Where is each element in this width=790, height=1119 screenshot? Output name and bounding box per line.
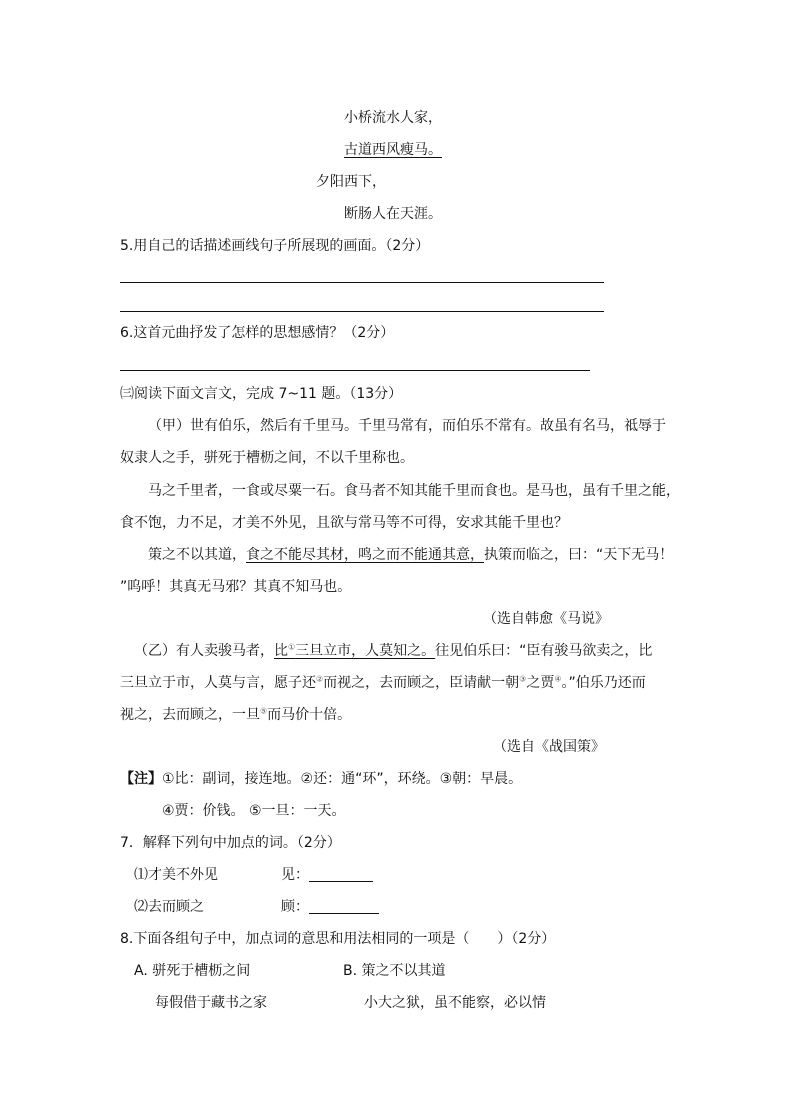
text: 。”伯乐乃还而 bbox=[561, 675, 646, 691]
answer-line[interactable] bbox=[120, 282, 604, 283]
q8-option-b-line-2: 小大之狱，虽不能察，必以情 bbox=[364, 995, 546, 1011]
underlined-sentence bbox=[274, 643, 435, 659]
yi-line-1 bbox=[134, 641, 652, 661]
notes-line-2: ④贾：价钱。 ⑤一旦：一天。 bbox=[162, 803, 346, 819]
notes-label: 【注】 bbox=[120, 771, 162, 787]
q7-item-2: ⑵去而顾之 bbox=[134, 899, 204, 915]
answer-line[interactable] bbox=[120, 370, 590, 371]
underlined-sentence: 食之不能尽其材，鸣之而不能通其意， bbox=[246, 547, 484, 563]
question-7: 7．解释下列句中加点的词。（2分） bbox=[120, 835, 341, 851]
note-marker: ⑤ bbox=[260, 706, 268, 716]
text: ①比：副词，接连地。②还：通“环”，环绕。③朝：早晨。 bbox=[162, 771, 523, 787]
note-marker: ② bbox=[316, 674, 324, 684]
text: 策之不以其道， bbox=[148, 547, 246, 563]
yi-source: （选自《战国策》 bbox=[493, 739, 605, 755]
jia-para-1-line-2: 奴隶人之手，骈死于槽枥之间，不以千里称也。 bbox=[120, 450, 414, 466]
yi-line-3 bbox=[120, 705, 351, 725]
answer-line[interactable] bbox=[120, 311, 604, 312]
jia-para-3-line-2: ”呜呼！其真无马邪？其真不知马也。 bbox=[120, 579, 352, 595]
text: 执策而临之，曰：“天下无马！ bbox=[484, 547, 674, 563]
text: 之贾 bbox=[526, 675, 555, 691]
jia-source: （选自韩愈《马说》 bbox=[483, 611, 609, 627]
note-marker: ① bbox=[288, 642, 296, 652]
text: 而视之，去而顾之，臣请献一朝 bbox=[323, 675, 520, 691]
jia-para-3-line-1 bbox=[148, 545, 673, 565]
text: 而马价十倍。 bbox=[267, 707, 352, 723]
q8-option-a-line-1: A. 骈死于槽枥之间 bbox=[134, 963, 251, 979]
note-marker: ④ bbox=[554, 674, 562, 684]
section-3-heading: ㈢阅读下面文言文，完成 7~11 题。（13分） bbox=[120, 386, 403, 402]
notes-line-1 bbox=[120, 769, 522, 789]
text: 顾： bbox=[281, 899, 309, 915]
answer-blank[interactable] bbox=[309, 899, 379, 914]
poem-line-1: 小桥流水人家， bbox=[344, 110, 442, 126]
question-6: 6.这首元曲抒发了怎样的思想感情？（2分） bbox=[120, 325, 395, 341]
text: 三旦立于市，人莫与言，愿子还 bbox=[120, 675, 316, 691]
text: 往见伯乐曰：“臣有骏马欲卖之，比 bbox=[435, 643, 653, 659]
q8-option-b-line-1: B. 策之不以其道 bbox=[343, 963, 446, 979]
poem-line-4: 断肠人在天涯。 bbox=[344, 206, 442, 222]
q7-item-1: ⑴才美不外见 bbox=[134, 867, 218, 883]
text: 三旦立市，人莫知之。 bbox=[295, 643, 436, 659]
jia-para-2-line-1: 马之千里者，一食或尽粟一石。食马者不知其能千里而食也。是马也，虽有千里之能， bbox=[148, 483, 680, 499]
jia-para-1-line-1: （甲）世有伯乐，然后有千里马。千里马常有，而伯乐不常有。故虽有名马，祗辱于 bbox=[148, 418, 666, 434]
text: 见： bbox=[281, 867, 309, 883]
poem-line-3: 夕阳西下， bbox=[316, 174, 386, 190]
text: （乙）有人卖骏马者， bbox=[134, 643, 274, 659]
answer-blank[interactable] bbox=[309, 867, 373, 882]
poem-line-2-underlined: 古道西风瘦马。 bbox=[344, 142, 442, 158]
q7-item-1-answer bbox=[281, 865, 373, 885]
question-5: 5.用自己的话描述画线句子所展现的画面。（2分） bbox=[120, 238, 430, 254]
q7-item-2-answer bbox=[281, 897, 379, 917]
jia-para-2-line-2: 食不饱，力不足，才美不外见，且欲与常马等不可得，安求其能千里也？ bbox=[120, 515, 568, 531]
note-marker: ③ bbox=[519, 674, 527, 684]
yi-line-2 bbox=[120, 673, 646, 693]
text: 视之，去而顾之，一旦 bbox=[120, 707, 260, 723]
text: 比 bbox=[274, 643, 288, 659]
q8-option-a-line-2: 每假借于藏书之家 bbox=[155, 995, 267, 1011]
question-8: 8.下面各组句子中，加点词的意思和用法相同的一项是（ ）（2分） bbox=[120, 931, 556, 947]
